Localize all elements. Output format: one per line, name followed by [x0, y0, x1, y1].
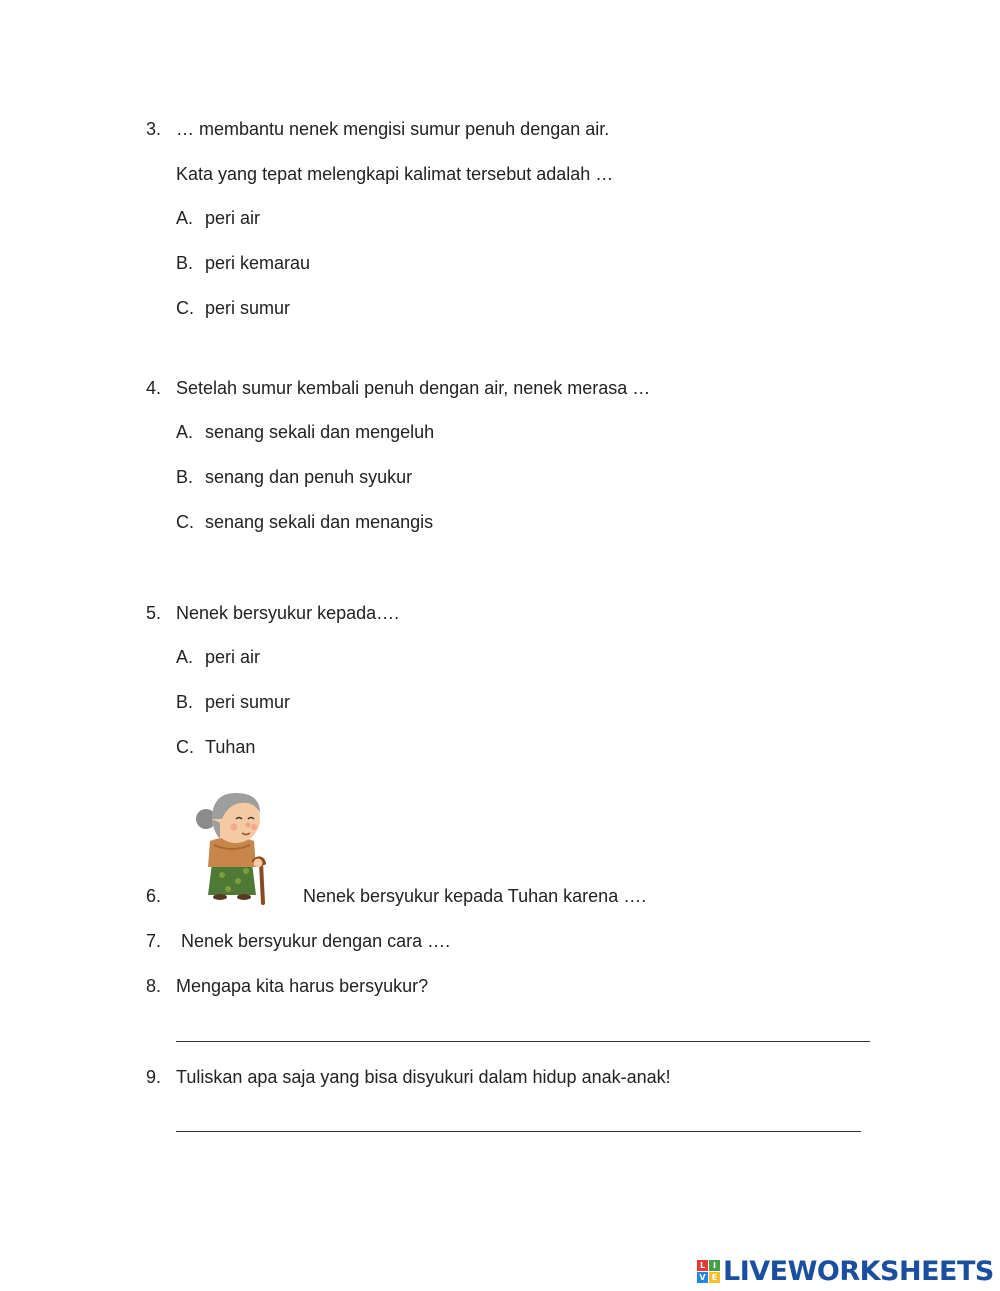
- question-5-option-b-letter: B.: [176, 692, 194, 712]
- question-7-number: 7.: [146, 931, 162, 951]
- question-8-text: Mengapa kita harus bersyukur?: [176, 976, 429, 996]
- question-6-text: Nenek bersyukur kepada Tuhan karena ….: [303, 886, 647, 906]
- question-3-option-a-letter: A.: [176, 208, 194, 228]
- question-9-text: Tuliskan apa saja yang bisa disyukuri dalam hidup anak-anak!: [176, 1067, 671, 1087]
- question-3-option-c-letter: C.: [176, 298, 194, 318]
- question-6-number: 6.: [146, 886, 162, 906]
- question-9-number: 9.: [146, 1067, 162, 1087]
- question-4-number: 4.: [146, 378, 162, 398]
- logo-letter-l: L: [697, 1260, 708, 1271]
- question-4-option-b[interactable]: senang dan penuh syukur: [205, 467, 413, 487]
- logo-letter-i: I: [709, 1260, 720, 1271]
- question-3-option-a[interactable]: peri air: [205, 208, 261, 228]
- question-3-option-b-letter: B.: [176, 253, 194, 273]
- liveworksheets-logo: [697, 1255, 994, 1287]
- question-4-option-b-letter: B.: [176, 467, 194, 487]
- question-3-option-c[interactable]: peri sumur: [205, 298, 291, 318]
- question-5-number: 5.: [146, 603, 162, 623]
- question-4-option-c[interactable]: senang sekali dan menangis: [205, 512, 434, 532]
- question-3-option-b[interactable]: peri kemarau: [205, 253, 311, 273]
- question-5-option-b[interactable]: peri sumur: [205, 692, 291, 712]
- question-5-option-a-letter: A.: [176, 647, 194, 667]
- question-4-option-a-letter: A.: [176, 422, 194, 442]
- question-3-instruction: Kata yang tepat melengkapi kalimat tersebut adalah …: [176, 164, 614, 184]
- question-5-option-c-letter: C.: [176, 737, 194, 757]
- question-4-option-a[interactable]: senang sekali dan mengeluh: [205, 422, 435, 442]
- question-5-option-a[interactable]: peri air: [205, 647, 261, 667]
- question-9-answer-line[interactable]: [176, 1131, 861, 1132]
- question-3-number: 3.: [146, 119, 162, 139]
- logo-letter-v: V: [697, 1272, 708, 1283]
- liveworksheets-logo-text: LIVEWORKSHEETS: [723, 1255, 994, 1287]
- question-8-number: 8.: [146, 976, 162, 996]
- question-5-text: Nenek bersyukur kepada….: [176, 603, 400, 623]
- question-3-text: … membantu nenek mengisi sumur penuh dengan air.: [176, 119, 610, 139]
- question-8-answer-line[interactable]: [176, 1041, 870, 1042]
- logo-letter-e: E: [709, 1272, 720, 1283]
- question-5-option-c[interactable]: Tuhan: [205, 737, 256, 757]
- question-4-option-c-letter: C.: [176, 512, 194, 532]
- question-4-text: Setelah sumur kembali penuh dengan air, nenek merasa …: [176, 378, 651, 398]
- grandmother-with-cane-icon: [188, 783, 276, 905]
- liveworksheets-logo-icon: [697, 1260, 720, 1283]
- question-7-text: Nenek bersyukur dengan cara ….: [181, 931, 451, 951]
